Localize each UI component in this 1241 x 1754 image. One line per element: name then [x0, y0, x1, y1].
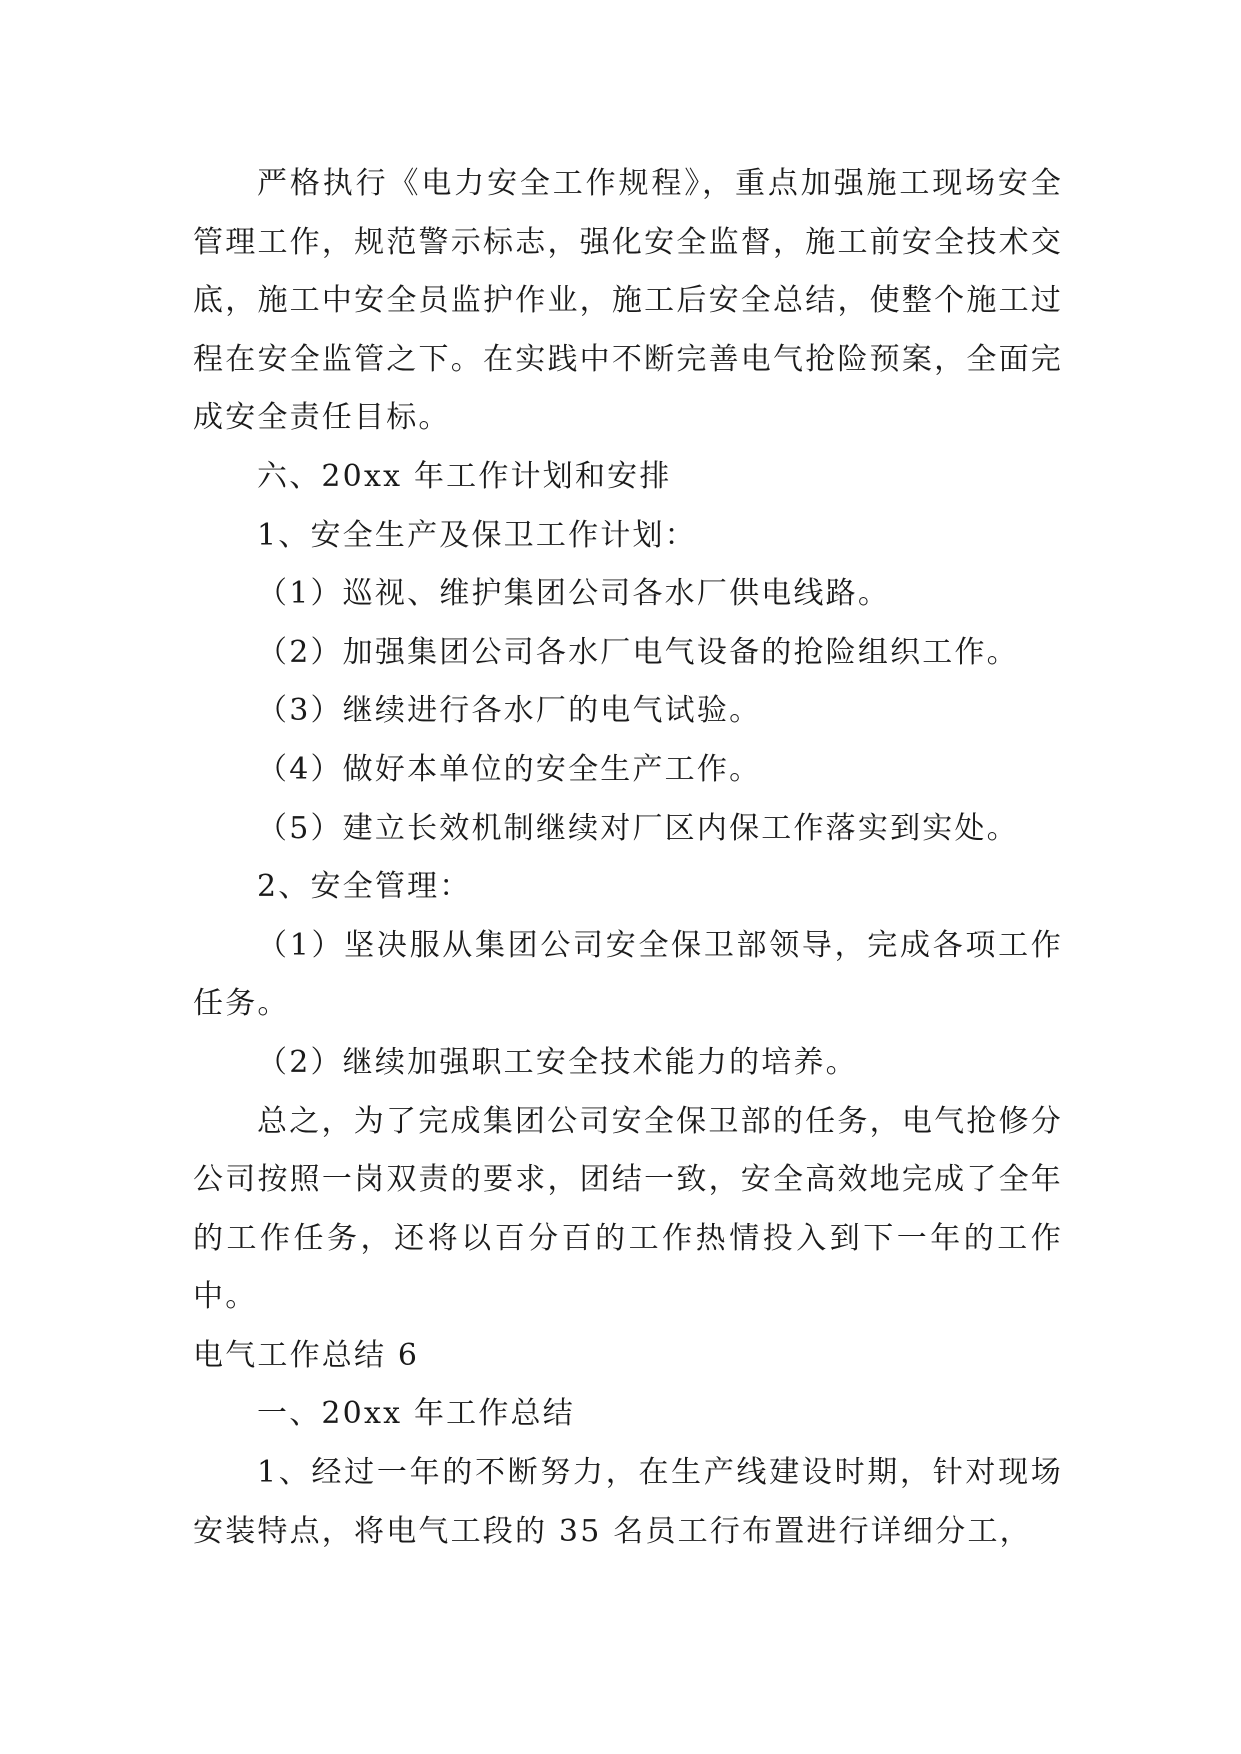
subheading-safety-management: 2、安全管理：: [257, 869, 472, 905]
subheading-safety-production-plan: 1、安全生产及保卫工作计划：: [257, 517, 697, 553]
management-item-1: （1）坚决服从集团公司安全保卫部领导，完成各项工作任务。: [193, 927, 1063, 1022]
paragraph-conclusion: 总之，为了完成集团公司安全保卫部的任务，电气抢修分公司按照一岗双责的要求，团结一致，安全高效地完成了全年的工作任务，还将以百分百的工作热情投入到下一年的工作中。: [193, 1103, 1063, 1315]
paragraph-summary-item-1: 1、经过一年的不断努力，在生产线建设时期，针对现场安装特点，将电气工段的 35 名员工行布置进行详细分工，: [193, 1455, 1063, 1549]
plan-item-2: （2）加强集团公司各水厂电气设备的抢险组织工作。: [257, 634, 1019, 670]
plan-item-3: （3）继续进行各水厂的电气试验。: [257, 693, 762, 729]
paragraph-safety-regulations: 严格执行《电力安全工作规程》，重点加强施工现场安全管理工作，规范警示标志，强化安全监督，施工前安全技术交底，施工中安全员监护作业，施工后安全总结，使整个施工过程在安全监管之下。在实践中不断完善电气抢险预案，全面完成安全责任目标。: [193, 166, 1063, 436]
plan-item-4: （4）做好本单位的安全生产工作。: [257, 751, 762, 787]
section-heading-work-plan: 六、20xx 年工作计划和安排: [257, 458, 672, 494]
plan-item-5: （5）建立长效机制继续对厂区内保工作落实到实处。: [257, 810, 1019, 846]
document-title-summary-6: 电气工作总结 6: [193, 1337, 420, 1373]
section-heading-annual-summary: 一、20xx 年工作总结: [257, 1396, 575, 1432]
management-item-2: （2）继续加强职工安全技术能力的培养。: [257, 1044, 858, 1080]
document-body: [193, 155, 1063, 1561]
plan-item-1: （1）巡视、维护集团公司各水厂供电线路。: [257, 576, 891, 612]
